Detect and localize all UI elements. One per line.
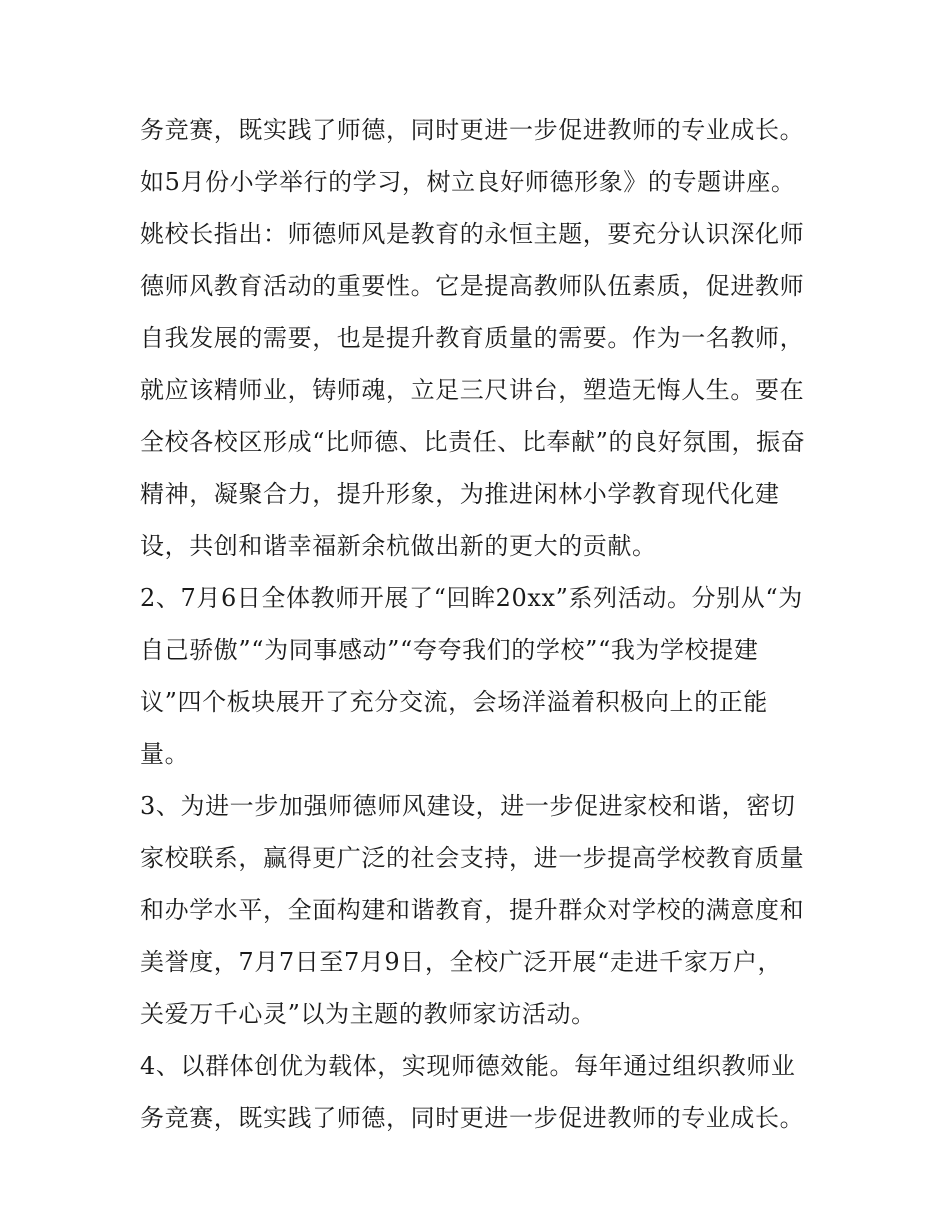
text-line-18: 关爱万千心灵”以为主题的教师家访活动。 xyxy=(140,1000,596,1028)
text-line-9: 设，共创和谐幸福新余杭做出新的更大的贡献。 xyxy=(140,532,657,560)
text-line-2: 如5月份小学举行的学习，树立良好师德形象》的专题讲座。 xyxy=(140,168,796,196)
text-line-15: 家校联系，赢得更广泛的社会支持，进一步提高学校教育质量 xyxy=(140,844,805,872)
text-line-14: 3、为进一步加强师德师风建设，进一步促进家校和谐，密切 xyxy=(140,792,796,820)
text-line-13: 量。 xyxy=(140,740,190,768)
text-line-12: 议”四个板块展开了充分交流，会场洋溢着积极向上的正能 xyxy=(140,688,768,716)
text-line-20: 务竞赛，既实践了师德，同时更进一步促进教师的专业成长。 xyxy=(140,1104,805,1132)
text-line-19: 4、以群体创优为载体，实现师德效能。每年通过组织教师业 xyxy=(140,1052,796,1080)
text-line-11: 自己骄傲”“为同事感动”“夸夸我们的学校”“我为学校提建 xyxy=(140,636,759,664)
text-line-17: 美誉度，7月7日至7月9日，全校广泛开展“走进千家万户， xyxy=(140,948,783,976)
text-line-8: 精神，凝聚合力，提升形象，为推进闲林小学教育现代化建 xyxy=(140,480,780,508)
text-line-6: 就应该精师业，铸师魂，立足三尺讲台，塑造无悔人生。要在 xyxy=(140,376,805,404)
body-text xyxy=(140,104,830,1144)
text-line-4: 德师风教育活动的重要性。它是提高教师队伍素质，促进教师 xyxy=(140,272,805,300)
text-line-7: 全校各校区形成“比师德、比责任、比奉献”的良好氛围，振奋 xyxy=(140,428,806,456)
text-line-1: 务竞赛，既实践了师德，同时更进一步促进教师的专业成长。 xyxy=(140,116,805,144)
text-line-3: 姚校长指出：师德师风是教育的永恒主题，要充分认识深化师 xyxy=(140,220,805,248)
text-line-16: 和办学水平，全面构建和谐教育，提升群众对学校的满意度和 xyxy=(140,896,805,924)
text-line-5: 自我发展的需要，也是提升教育质量的需要。作为一名教师， xyxy=(140,324,805,352)
text-line-10: 2、7月6日全体教师开展了“回眸20xx”系列活动。分别从“为 xyxy=(140,584,803,612)
